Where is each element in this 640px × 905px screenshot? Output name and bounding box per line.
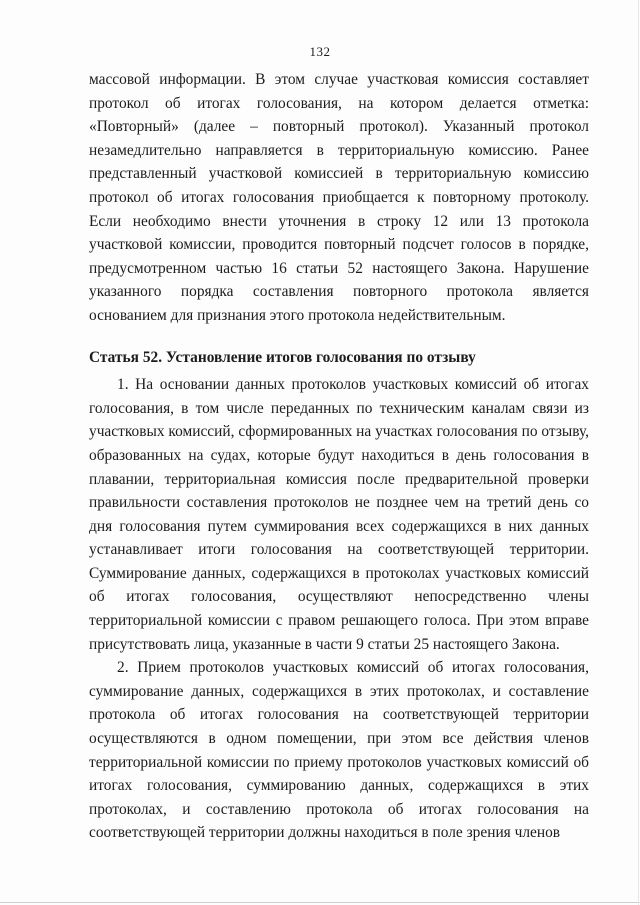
paragraph-2: 2. Прием протоколов участковых комиссий об итогах голосования, суммирование данных, содержащихся в этих протоколах, и составление протокола об итогах голосования на соответствующей территории осуществляются в одном помещении, при этом все действия членов территориальной комиссии по приему протоколов участковых комиссий об итогах голосования, суммированию данных, содержащихся в этих протоколах, и составлению протокола об итогах голосования на соответствующей территории должны находиться в поле зрения членов [89, 659, 589, 842]
document-body [89, 68, 589, 845]
page-number: 132 [309, 44, 331, 59]
paragraph-1: 1. На основании данных протоколов участковых комиссий об итогах голосования, в том числе переданных по техническим каналам связи из участковых комиссий, сформированных на участках голосования по отзыву, образованных на судах, которые будут находиться в день голосования в плавании, территориальная комиссия после предварительной проверки правильности составления протоколов не позднее чем на третий день со дня голосования путем суммирования всех содержащихся в них данных устанавливает итоги голосования на соответствующей территории. Суммирование данных, содержащихся в протоколах участковых комиссий об итогах голосования, осуществляют непосредственно члены территориальной комиссии с правом решающего голоса. При этом вправе присутствовать лица, указанные в части 9 статьи 25 настоящего Закона. [89, 376, 589, 653]
article-heading: Статья 52. Установление итогов голосования по отзыву [89, 348, 476, 366]
paragraph-continuation: массовой информации. В этом случае участковая комиссия составляет протокол об итогах голосования, на котором делается отметка: «Повторный» (далее – повторный протокол). Указанный протокол незамедлительно направляется в территориальную комиссию. Ранее представленный участковой комиссией в территориальную комиссию протокол об итогах голосования приобщается к повторному протоколу. Если необходимо внести уточнения в строку 12 или 13 протокола участковой комиссии, проводится повторный подсчет голосов в порядке, предусмотренном частью 16 статьи 52 настоящего Закона. Нарушение указанного порядка составления повторного протокола является основанием для признания этого протокола недействительным. [89, 71, 589, 324]
scan-edge-right [638, 0, 639, 905]
scan-edge-bottom [0, 902, 640, 903]
